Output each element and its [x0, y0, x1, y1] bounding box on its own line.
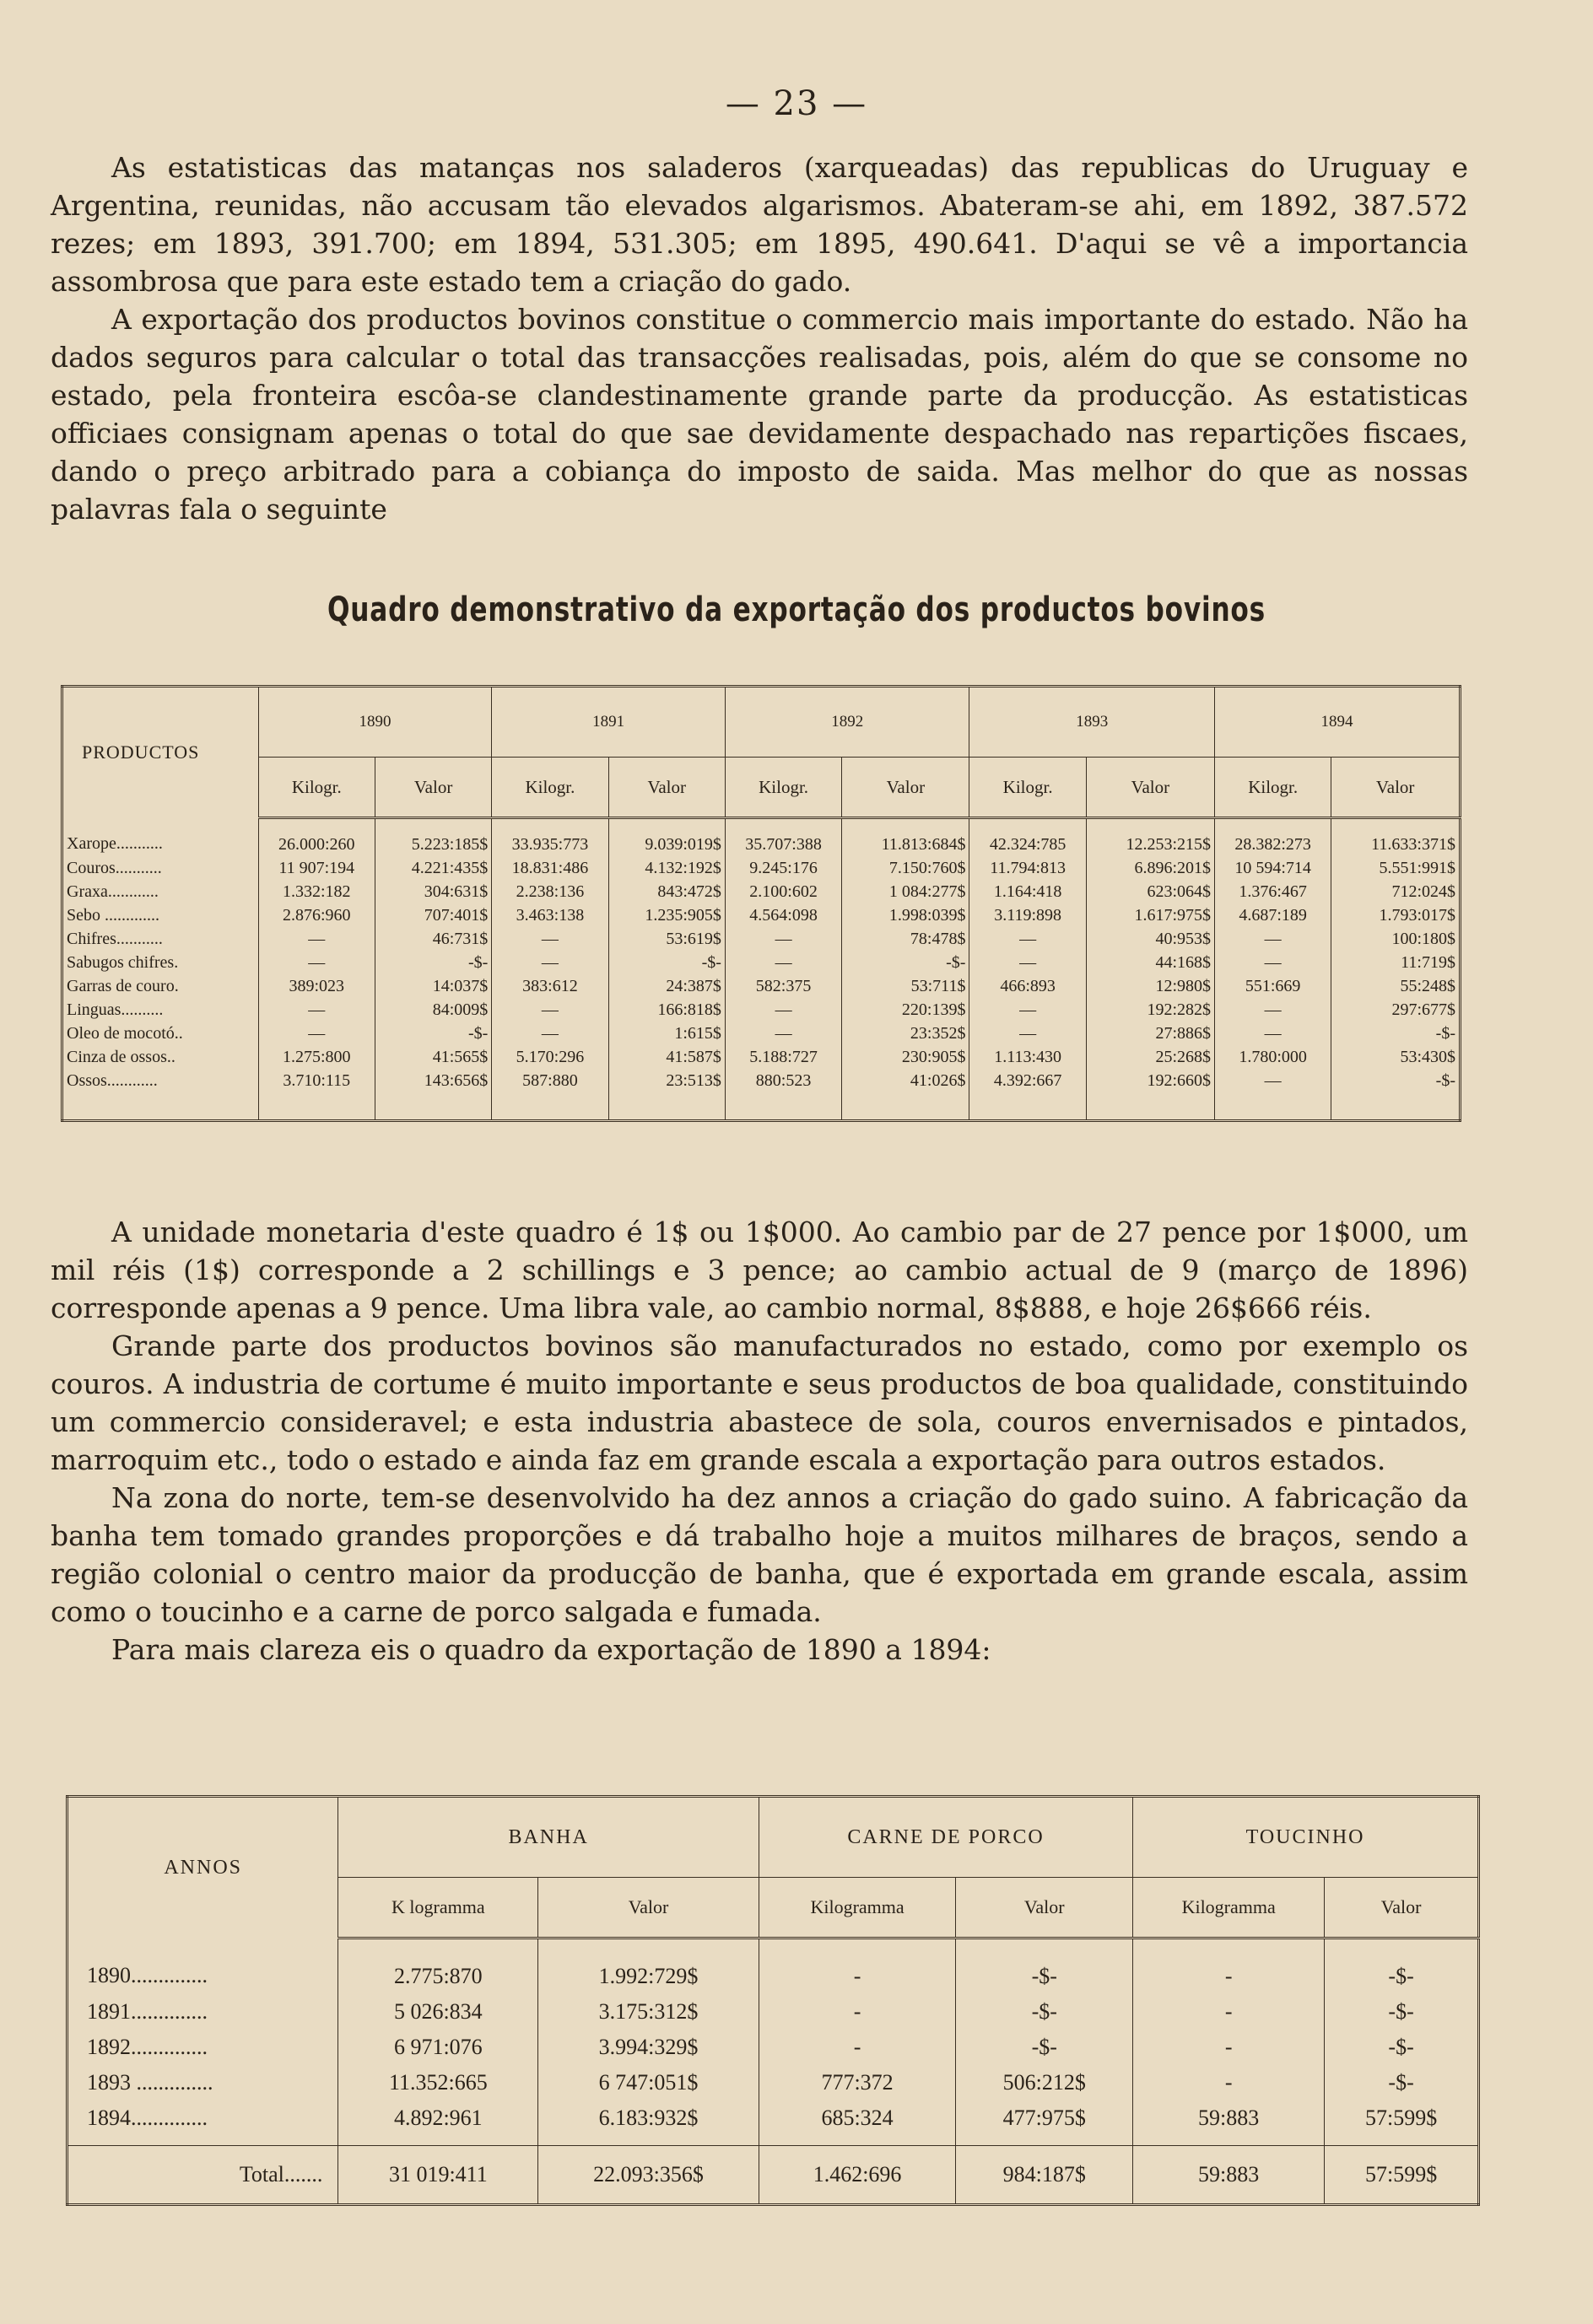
table-row [68, 1994, 1479, 2030]
value-cell: 27:886$ [1086, 1022, 1214, 1045]
kilogram-cell: — [969, 951, 1086, 974]
kilogram-cell: — [969, 927, 1086, 951]
group-header-carne: CARNE DE PORCO [759, 1797, 1132, 1878]
value-cell: 230:905$ [842, 1045, 969, 1069]
column-header: Valor [375, 758, 491, 818]
year-header-row [62, 687, 1461, 758]
value-cell: 712:024$ [1331, 880, 1461, 903]
value-cell: -$- [956, 1938, 1133, 1995]
table-row [62, 974, 1461, 998]
value-cell: 41:587$ [608, 1045, 725, 1069]
kilogram-cell: — [725, 1022, 841, 1045]
value-cell: 78:478$ [842, 927, 969, 951]
value-cell: 707:401$ [375, 903, 491, 927]
value-cell: 5.551:991$ [1331, 856, 1461, 880]
total-label: Total....... [68, 2146, 338, 2205]
total-cell: 57:599$ [1325, 2146, 1479, 2205]
column-header: Valor [842, 758, 969, 818]
table-row [68, 2030, 1479, 2065]
value-cell: 1 084:277$ [842, 880, 969, 903]
table-row [62, 818, 1461, 857]
value-cell: 55:248$ [1331, 974, 1461, 998]
year-cell: 1893 .............. [87, 2070, 213, 2095]
value-cell: 53:619$ [608, 927, 725, 951]
value-cell: 11.633:371$ [1331, 818, 1461, 857]
pork-export-table [66, 1795, 1480, 2206]
group-header-row [68, 1797, 1479, 1878]
value-cell: 6 747:051$ [538, 2065, 759, 2100]
column-header: Valor [538, 1878, 759, 1938]
value-cell: 4.221:435$ [375, 856, 491, 880]
value-cell: 1.617:975$ [1086, 903, 1214, 927]
value-cell: 5.223:185$ [375, 818, 491, 857]
value-cell: -$- [1331, 1022, 1461, 1045]
value-cell: 192:660$ [1086, 1069, 1214, 1121]
table-row [62, 927, 1461, 951]
value-cell: -$- [608, 951, 725, 974]
value-cell: 1:615$ [608, 1022, 725, 1045]
value-cell: 11:719$ [1331, 951, 1461, 974]
value-cell: 6.183:932$ [538, 2100, 759, 2146]
table-row [62, 1022, 1461, 1045]
kilogram-cell: 1.113:430 [969, 1045, 1086, 1069]
kilogram-cell: 880:523 [725, 1069, 841, 1121]
kilogram-cell: 5 026:834 [338, 1994, 538, 2030]
kilogram-cell: 26.000:260 [258, 818, 375, 857]
product-name: Linguas.......... [67, 1000, 164, 1019]
product-name: Graxa............ [67, 882, 159, 901]
kilogram-cell: 389:023 [258, 974, 375, 998]
bovine-table-body [62, 818, 1461, 1121]
kilogram-cell: 383:612 [492, 974, 608, 998]
kilogram-cell: 1.376:467 [1215, 880, 1331, 903]
value-cell: 12:980$ [1086, 974, 1214, 998]
middle-text [51, 1213, 1468, 1669]
table-row [62, 856, 1461, 880]
column-header: Valor [1325, 1878, 1479, 1938]
value-cell: 25:268$ [1086, 1045, 1214, 1069]
paragraph-manufactura: Grande parte dos productos bovinos são manufacturados no estado, como por exemplo os couros. A industria de cortume é muito importante e seus productos de boa qualidade, constituindo um commercio consideravel; e esta industria abastece de sola, couros envernisados e pintados, marroquim etc., todo o estado e ainda faz em grande escala a exportação para outros estados. [51, 1329, 1468, 1476]
column-header: Kilogr. [492, 758, 608, 818]
kilogram-cell: 777:372 [759, 2065, 955, 2100]
kilogram-cell: 9.245:176 [725, 856, 841, 880]
kilogram-cell: 11.794:813 [969, 856, 1086, 880]
value-cell: 100:180$ [1331, 927, 1461, 951]
value-cell: 9.039:019$ [608, 818, 725, 857]
year-cell: 1894.............. [87, 2106, 208, 2130]
kilogram-cell: 551:669 [1215, 974, 1331, 998]
value-cell: 623:064$ [1086, 880, 1214, 903]
column-header: Kilogr. [258, 758, 375, 818]
value-cell: 12.253:215$ [1086, 818, 1214, 857]
kilogram-cell: — [1215, 1069, 1331, 1121]
value-cell: 53:711$ [842, 974, 969, 998]
value-cell: -$- [956, 1994, 1133, 2030]
top-text [51, 148, 1468, 528]
kilogram-cell: 10 594:714 [1215, 856, 1331, 880]
value-cell: -$- [1325, 2030, 1479, 2065]
kilogram-cell: 42.324:785 [969, 818, 1086, 857]
kilogram-cell: 3.119:898 [969, 903, 1086, 927]
kilogram-cell: 1.780:000 [1215, 1045, 1331, 1069]
table-title: Quadro demonstrativo da exportação dos productos bovinos [327, 590, 1266, 629]
year-header: 1890 [258, 687, 492, 758]
kilogram-cell: — [258, 951, 375, 974]
paragraph-unidade-monetaria: A unidade monetaria d'este quadro é 1$ ou 1$000. Ao cambio par de 27 pence por 1$000, um mil réis (1$) corresponde a 2 schillings e 3 pence; ao cambio actual de 9 (março de 1896) corresponde apenas a 9 pence. Uma libra vale, ao cambio normal, 8$888, e hoje 26$666 réis. [51, 1216, 1468, 1324]
paragraph-quadro-intro: Para mais clareza eis o quadro da exportação de 1890 a 1894: [111, 1633, 991, 1666]
table-row [62, 998, 1461, 1022]
kilogram-cell: 4.392:667 [969, 1069, 1086, 1121]
value-cell: 14:037$ [375, 974, 491, 998]
value-cell: 4.132:192$ [608, 856, 725, 880]
kilogram-cell: — [1215, 998, 1331, 1022]
kilogram-cell: — [492, 1022, 608, 1045]
table-row [62, 951, 1461, 974]
year-cell: 1890.............. [87, 1963, 208, 1988]
table-row [68, 1938, 1479, 1995]
kilogram-cell: 2.100:602 [725, 880, 841, 903]
kilogram-cell: 59:883 [1133, 2100, 1325, 2146]
value-cell: 41:026$ [842, 1069, 969, 1121]
kilogram-cell: 466:893 [969, 974, 1086, 998]
value-cell: -$- [842, 951, 969, 974]
kilogram-cell: 3.710:115 [258, 1069, 375, 1121]
table-row [62, 880, 1461, 903]
kilogram-cell: — [258, 1022, 375, 1045]
value-cell: -$- [1325, 1938, 1479, 1995]
value-cell: 53:430$ [1331, 1045, 1461, 1069]
value-cell: -$- [1331, 1069, 1461, 1121]
group-header-toucinho: TOUCINHO [1133, 1797, 1479, 1878]
kilogram-cell: - [759, 1994, 955, 2030]
value-cell: 84:009$ [375, 998, 491, 1022]
value-cell: 297:677$ [1331, 998, 1461, 1022]
value-cell: 40:953$ [1086, 927, 1214, 951]
product-name: Chifres........... [67, 930, 163, 948]
column-header: Kilogramma [1133, 1878, 1325, 1938]
value-cell: -$- [1325, 1994, 1479, 2030]
paragraph-matancas: As estatisticas das matanças nos saladeros (xarqueadas) das republicas do Uruguay e Argentina, reunidas, não accusam tão elevados algarismos. Abateram-se ahi, em 1892, 387.572 rezes; em 1893, 391.700; em 1894, 531.305; em 1895, 490.641. D'aqui se vê a importancia assombrosa que para este estado tem a criação do gado. [51, 151, 1468, 298]
column-header: Kilogr. [725, 758, 841, 818]
column-header: Valor [608, 758, 725, 818]
kilogram-cell: 5.188:727 [725, 1045, 841, 1069]
value-cell: 23:352$ [842, 1022, 969, 1045]
total-cell: 984:187$ [956, 2146, 1133, 2205]
product-name: Couros........... [67, 859, 162, 877]
value-cell: 3.994:329$ [538, 2030, 759, 2065]
kilogram-cell: 685:324 [759, 2100, 955, 2146]
value-cell: -$- [1325, 2065, 1479, 2100]
kilogram-cell: 4.687:189 [1215, 903, 1331, 927]
kilogram-cell: 35.707:388 [725, 818, 841, 857]
column-header: Valor [956, 1878, 1133, 1938]
value-cell: 304:631$ [375, 880, 491, 903]
value-cell: 1.793:017$ [1331, 903, 1461, 927]
column-header: Kilogr. [969, 758, 1086, 818]
kilogram-cell: - [1133, 1938, 1325, 1995]
kilogram-cell: 11.352:665 [338, 2065, 538, 2100]
value-cell: 166:818$ [608, 998, 725, 1022]
kilogram-cell: 28.382:273 [1215, 818, 1331, 857]
kilogram-cell: — [969, 998, 1086, 1022]
kilogram-cell: — [258, 927, 375, 951]
product-name: Cinza de ossos.. [67, 1048, 176, 1066]
kilogram-cell: — [492, 998, 608, 1022]
year-cell: 1891.............. [87, 1999, 208, 2024]
table-row [62, 1069, 1461, 1121]
year-header: 1892 [725, 687, 969, 758]
total-row [68, 2146, 1479, 2205]
kilogram-cell: 2.238:136 [492, 880, 608, 903]
table-row [62, 1045, 1461, 1069]
value-cell: -$- [956, 2030, 1133, 2065]
value-cell: 41:565$ [375, 1045, 491, 1069]
kilogram-cell: 1.332:182 [258, 880, 375, 903]
kilogram-cell: — [969, 1022, 1086, 1045]
year-cell: 1892.............. [87, 2035, 208, 2059]
column-header: Kilogr. [1215, 758, 1331, 818]
kilogram-cell: 3.463:138 [492, 903, 608, 927]
paragraph-gado-suino: Na zona do norte, tem-se desenvolvido ha dez annos a criação do gado suino. A fabricação da banha tem tomado grandes proporções e dá trabalho hoje a muitos milhares de braços, sendo a região colonial o centro maior da producção de banha, que é exportada em grande escala, assim como o toucinho e a carne de porco salgada e fumada. [51, 1481, 1468, 1628]
value-cell: 23:513$ [608, 1069, 725, 1121]
kilogram-cell: — [725, 998, 841, 1022]
bovine-export-table [61, 685, 1461, 1122]
value-cell: 143:656$ [375, 1069, 491, 1121]
kilogram-cell: — [492, 927, 608, 951]
kilogram-cell: 4.564:098 [725, 903, 841, 927]
kilogram-cell: — [725, 951, 841, 974]
kilogram-cell: 33.935:773 [492, 818, 608, 857]
value-cell: 7.150:760$ [842, 856, 969, 880]
value-cell: 477:975$ [956, 2100, 1133, 2146]
kilogram-cell: - [759, 2030, 955, 2065]
kilogram-cell: 5.170:296 [492, 1045, 608, 1069]
kilogram-cell: — [258, 998, 375, 1022]
product-name: Garras de couro. [67, 977, 179, 995]
value-cell: 1.235:905$ [608, 903, 725, 927]
column-header: Kilogramma [759, 1878, 955, 1938]
years-header: ANNOS [164, 1856, 243, 1879]
year-header: 1893 [969, 687, 1215, 758]
kilogram-cell: — [725, 927, 841, 951]
table-row [62, 903, 1461, 927]
product-name: Xarope........... [67, 834, 163, 854]
kilogram-cell: 2.876:960 [258, 903, 375, 927]
kilogram-cell: 582:375 [725, 974, 841, 998]
kilogram-cell: 1.275:800 [258, 1045, 375, 1069]
products-header: PRODUCTOS [82, 741, 200, 763]
product-name: Sebo ............. [67, 906, 159, 925]
value-cell: 220:139$ [842, 998, 969, 1022]
year-header: 1891 [492, 687, 726, 758]
total-cell: 59:883 [1133, 2146, 1325, 2205]
column-header: Valor [1331, 758, 1461, 818]
value-cell: 192:282$ [1086, 998, 1214, 1022]
value-cell: 44:168$ [1086, 951, 1214, 974]
value-cell: 57:599$ [1325, 2100, 1479, 2146]
kilogram-cell: 11 907:194 [258, 856, 375, 880]
table-row [68, 2065, 1479, 2100]
value-cell: -$- [375, 951, 491, 974]
kilogram-cell: — [1215, 951, 1331, 974]
total-cell: 31 019:411 [338, 2146, 538, 2205]
kilogram-cell: 4.892:961 [338, 2100, 538, 2146]
value-cell: -$- [375, 1022, 491, 1045]
value-cell: 1.998:039$ [842, 903, 969, 927]
value-cell: 843:472$ [608, 880, 725, 903]
kilogram-cell: — [1215, 927, 1331, 951]
value-cell: 24:387$ [608, 974, 725, 998]
kilogram-cell: — [492, 951, 608, 974]
value-cell: 11.813:684$ [842, 818, 969, 857]
kilogram-cell: - [1133, 1994, 1325, 2030]
kilogram-cell: 6 971:076 [338, 2030, 538, 2065]
kilogram-cell: — [1215, 1022, 1331, 1045]
kilogram-cell: - [1133, 2065, 1325, 2100]
column-header: Valor [1086, 758, 1214, 818]
product-name: Sabugos chifres. [67, 953, 179, 972]
group-header-banha: BANHA [338, 1797, 759, 1878]
year-header: 1894 [1215, 687, 1461, 758]
kilogram-cell: 2.775:870 [338, 1938, 538, 1995]
paragraph-exportacao: A exportação dos productos bovinos constitue o commercio mais importante do estado. Não ha dados seguros para calcular o total das transacções realisadas, pois, além do que se consome no estado, pela fronteira escôa-se clandestinamente grande parte da producção. As estatisticas officiaes consignam apenas o total do que sae devidamente despachado nas repartições fiscaes, dando o preço arbitrado para a cobiança do imposto de saida. Mas melhor do que as nossas palavras fala o seguinte [51, 303, 1468, 526]
kilogram-cell: - [1133, 2030, 1325, 2065]
column-header: K logramma [338, 1878, 538, 1938]
kilogram-cell: 18.831:486 [492, 856, 608, 880]
pork-table-body [68, 1938, 1479, 2205]
kilogram-cell: 1.164:418 [969, 880, 1086, 903]
value-cell: 46:731$ [375, 927, 491, 951]
page-number: — 23 — [725, 84, 868, 123]
value-cell: 1.992:729$ [538, 1938, 759, 1995]
unit-header-row [62, 758, 1461, 818]
product-name: Ossos............ [67, 1071, 158, 1090]
value-cell: 3.175:312$ [538, 1994, 759, 2030]
value-cell: 6.896:201$ [1086, 856, 1214, 880]
total-cell: 22.093:356$ [538, 2146, 759, 2205]
product-name: Oleo de mocotó.. [67, 1024, 183, 1043]
table-row [68, 2100, 1479, 2146]
value-cell: 506:212$ [956, 2065, 1133, 2100]
total-cell: 1.462:696 [759, 2146, 955, 2205]
kilogram-cell: - [759, 1938, 955, 1995]
kilogram-cell: 587:880 [492, 1069, 608, 1121]
